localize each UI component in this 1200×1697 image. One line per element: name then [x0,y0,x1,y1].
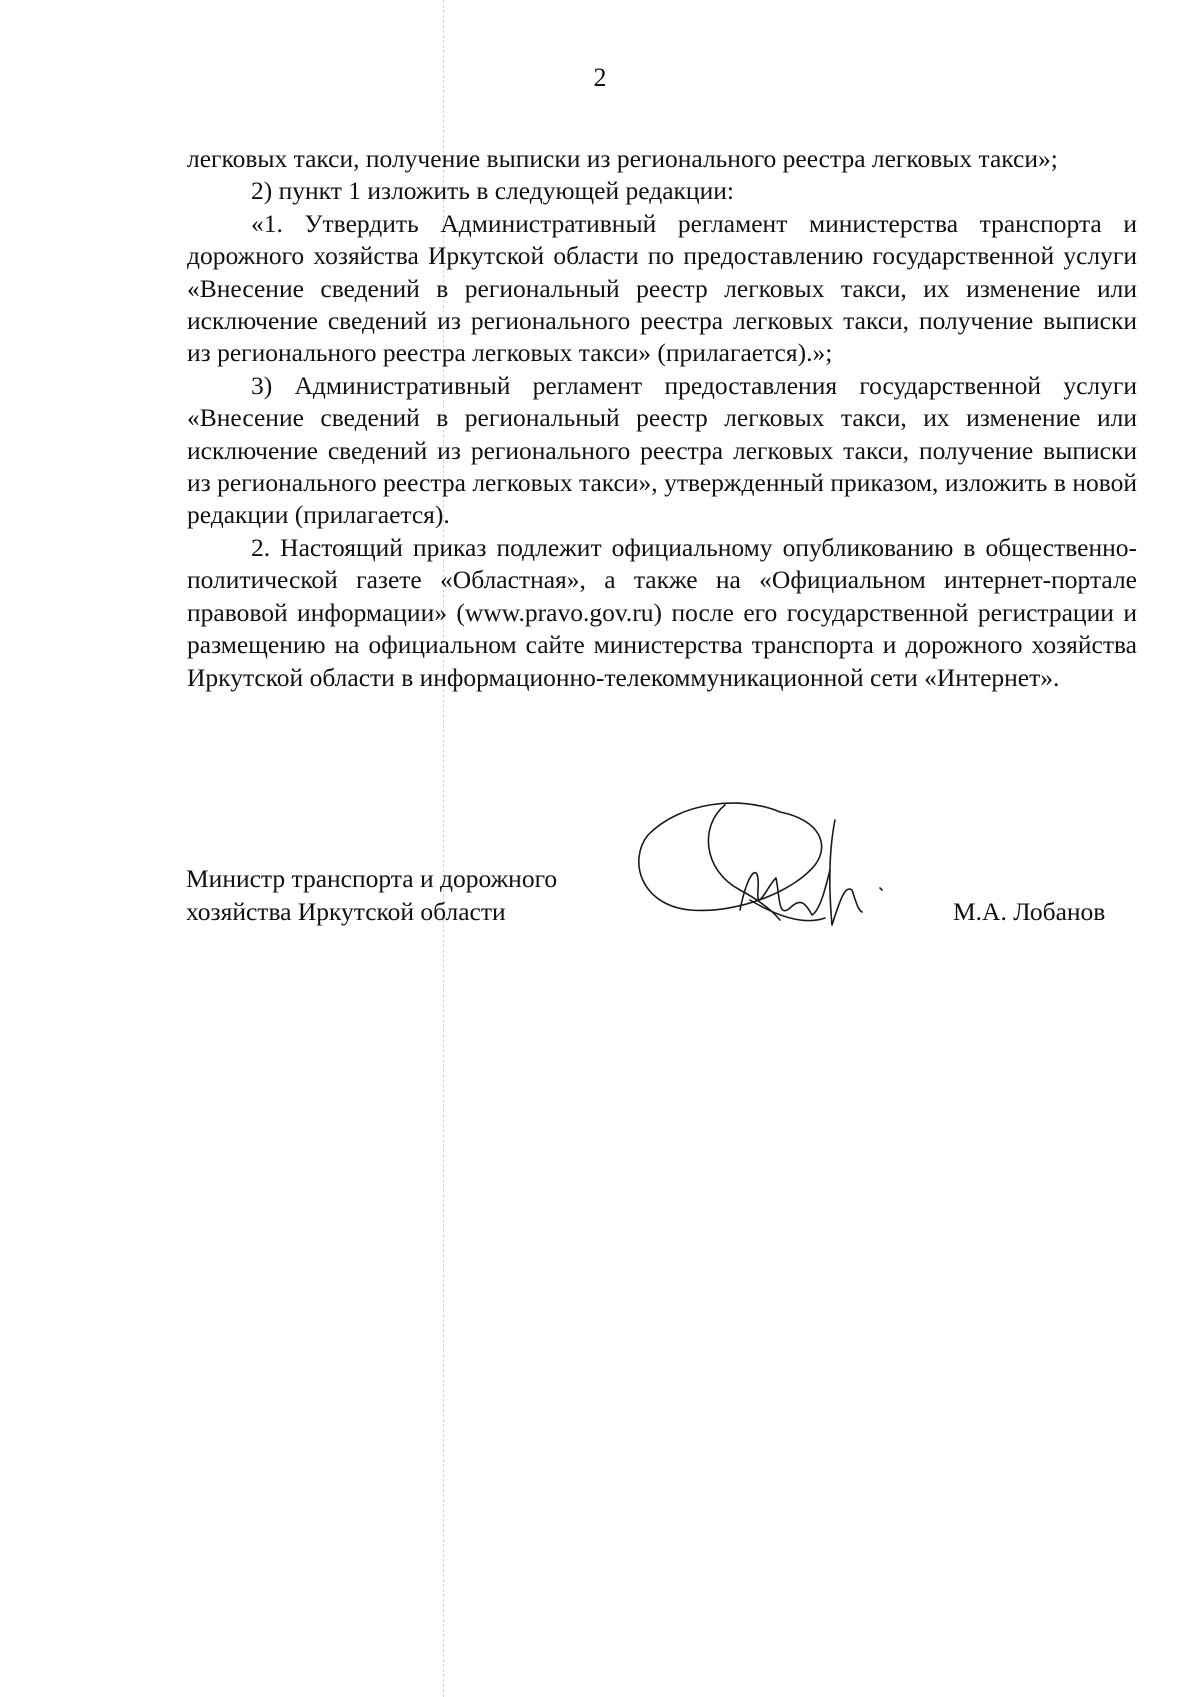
signatory-title-line-1: Министр транспорта и дорожного [186,864,558,893]
signature-stroke-loop [639,803,822,910]
signatory-title [186,862,626,928]
paragraph-item-3: 3) Административный регламент предоставления государственной услуги «Внесение сведений в региональный реестр легковых такси, их изменение или исключение сведений из регионального реестра легковых такси, получение выписки из регионального реестра легковых такси», утвержденный приказом, изложить в новой редакции (прилагается). [187,370,1137,530]
paragraph-continuation: легковых такси, получение выписки из регионального реестра легковых такси»; [187,144,1058,173]
paragraph-section-2: 2. Настоящий приказ подлежит официальному опубликованию в общественно-политической газете «Областная», а также на «Официальном интернет-портале правовой информации» (www.pravo.gov.ru) после его государственной регистрации и размещению на официальном сайте министерства транспорта и дорожного хозяйства Иркутской области в информационно-телекоммуникационной сети «Интернет». [187,532,1137,692]
paragraph-item-2: 2) пункт 1 изложить в следующей редакции: [251,176,734,206]
page-number: 2 [593,63,607,92]
signature-stroke-letters [740,870,830,915]
signature-stroke-dot [880,888,882,890]
paragraph-item-1-quote: «1. Утвердить Административный регламент министерства транспорта и дорожного хозяйства Иркутской области по предоставлению государственной услуги «Внесение сведений в региональный реестр легковых такси, их изменение или исключение сведений из регионального реестра легковых такси, получение выписки из регионального реестра легковых такси» (прилагается).»; [187,208,1137,368]
document-body [187,143,1137,694]
signature-stroke-tail [830,820,862,925]
signature-stroke-inner [708,805,780,920]
handwritten-signature [630,790,910,950]
signatory-title-line-2: хозяйства Иркутской области [186,897,506,926]
signature-strokes [639,803,882,925]
signatory-name: М.А. Лобанов [953,897,1106,926]
